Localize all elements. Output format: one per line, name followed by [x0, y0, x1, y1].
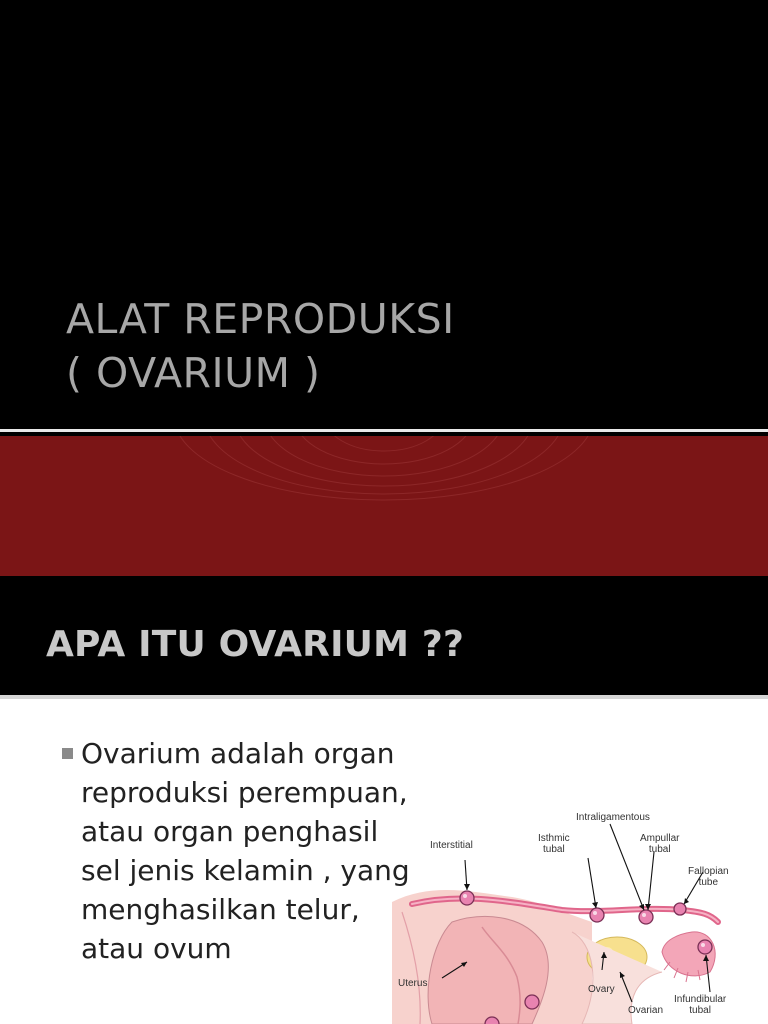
title-line-2: ( OVARIUM ) — [66, 349, 321, 397]
label-ampullar-tubal: Ampullar tubal — [640, 833, 680, 855]
decorative-red-band — [0, 436, 768, 576]
slide-header — [0, 576, 768, 695]
label-infundibular-tubal: Infundibular tubal — [674, 994, 727, 1016]
label-isthmic-tubal: Isthmic tubal — [538, 833, 570, 855]
reproductive-anatomy-illustration — [392, 802, 768, 1024]
title-line-1: ALAT REPRODUKSI — [66, 295, 455, 343]
label-ovary: Ovary — [588, 984, 615, 995]
label-uterus: Uterus — [398, 978, 428, 989]
bullet-marker — [62, 748, 73, 759]
label-interstitial: Interstitial — [430, 840, 473, 851]
ovary-diagram — [392, 802, 768, 1024]
slide-heading: APA ITU OVARIUM ?? — [46, 624, 465, 665]
content-slide — [0, 576, 768, 1024]
title-divider — [0, 429, 768, 432]
label-intraligamentous: Intraligamentous — [576, 812, 650, 823]
slide-title — [66, 292, 746, 400]
label-ovarian: Ovarian — [628, 1005, 664, 1016]
bullet-text: Ovarium adalah organ reproduksi perempuan, atau organ penghasil sel jenis kelamin , yang menghasilkan telur, atau ovum — [81, 737, 410, 965]
label-fallopian-tube: Fallopian tube — [688, 866, 729, 888]
header-divider — [0, 695, 768, 699]
band-wave-pattern — [0, 436, 768, 576]
